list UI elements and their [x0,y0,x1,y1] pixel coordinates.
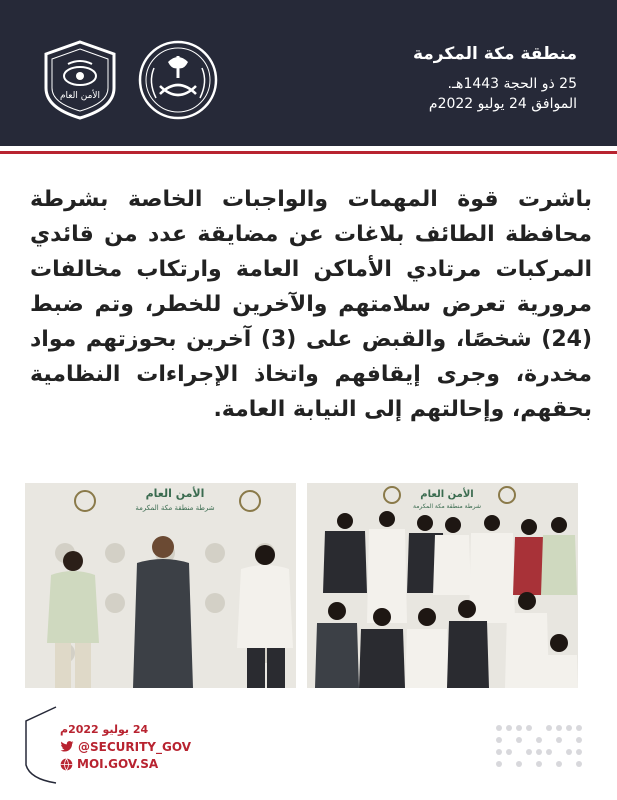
twitter-link[interactable] [60,740,191,754]
twitter-icon [60,741,74,753]
globe-icon [60,758,73,771]
website-link[interactable] [60,757,158,771]
website-url: MOI.GOV.SA [77,757,159,771]
footer-shield-outline [20,705,60,785]
twitter-handle: @SECURITY_GOV [78,740,191,754]
photo-left-banner-title: الأمن العام [145,487,205,500]
accent-divider [0,151,617,154]
region-title: منطقة مكة المكرمة [412,44,577,64]
footer-date: 24 يوليو 2022م [60,723,149,736]
header-bar [0,0,617,146]
photo-left-banner-subtitle: شرطة منطقة مكة المكرمة [135,504,215,512]
saudi-emblem-logo [136,38,220,122]
decorative-dot-pattern [493,722,583,770]
photo-left [25,483,296,688]
hijri-date: 25 ذو الحجة 1443هـ. [447,76,577,92]
photo-right-banner-subtitle: شرطة منطقة مكة المكرمة [412,503,482,510]
public-security-logo [38,38,122,122]
photo-right-banner-title: الأمن العام [420,489,474,500]
security-logo-text: الأمن العام [59,91,101,101]
gregorian-date: الموافق 24 يوليو 2022م [428,96,577,112]
article-body: باشرت قوة المهمات والواجبات الخاصة بشرطة محافظة الطائف بلاغات عن مضايقة عدد من قائدي المركبات مرتادي الأماكن العامة وارتكاب مخالفات مرورية تعرض سلامتهم والآخرين للخطر، وتم ضبط (24) شخصًا، والقبض على (3) آخرين بحوزتهم مواد مخدرة، وجرى إيقافهم واتخاذ الإجراءات النظامية بحقهم، وإحالتهم إلى النيابة العامة. [30,187,592,422]
photo-right [307,483,578,688]
